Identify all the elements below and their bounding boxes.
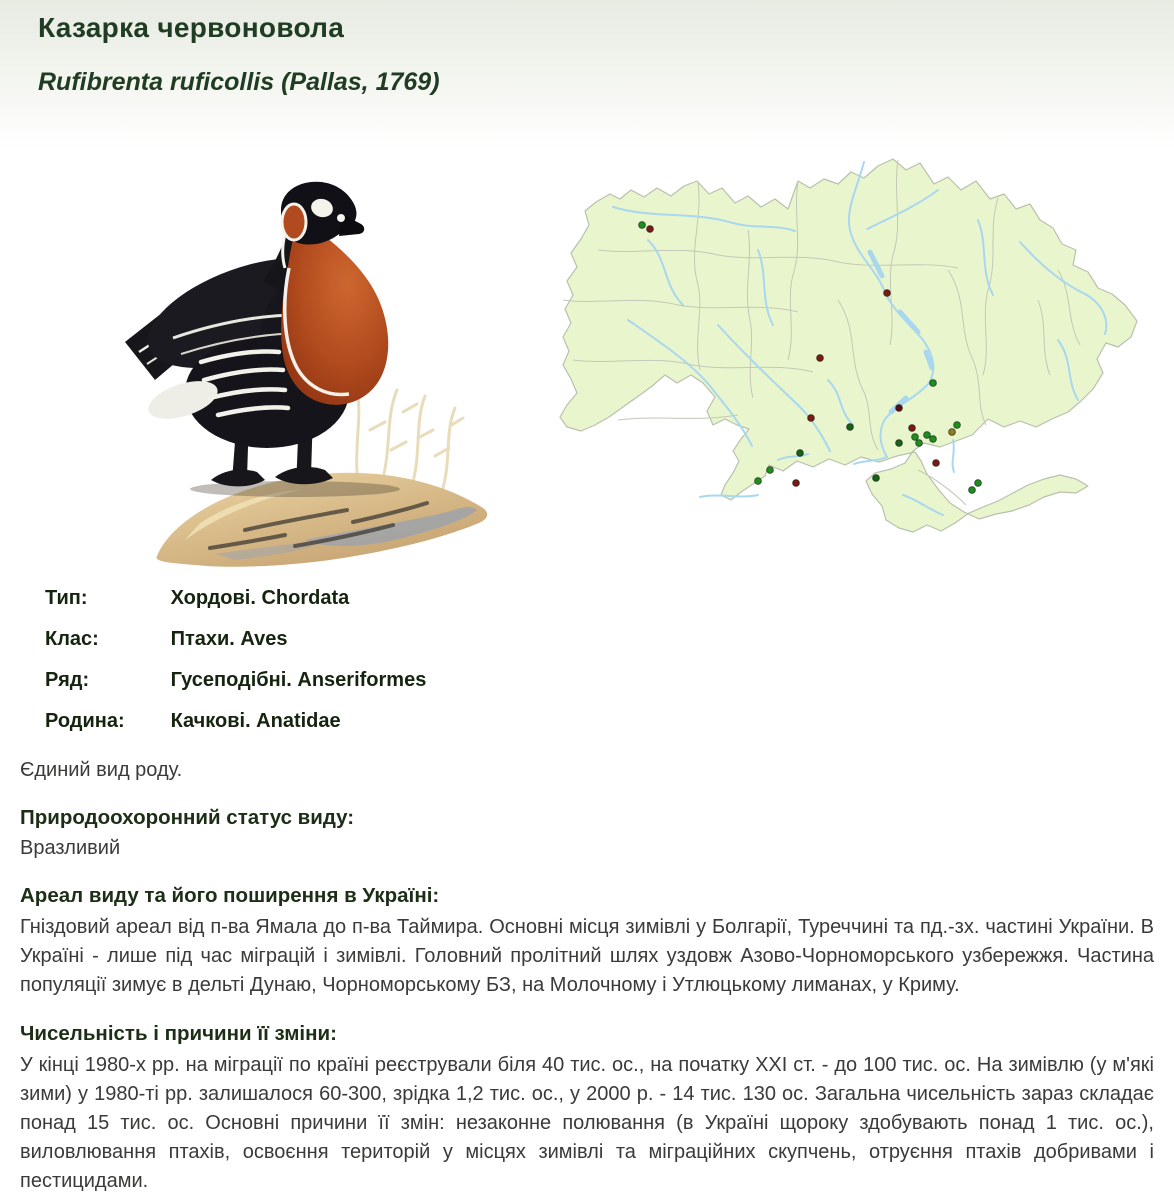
bird-illustration bbox=[95, 150, 525, 570]
taxonomy-value: Хордові. Chordata bbox=[170, 587, 350, 609]
record-dot bbox=[975, 480, 982, 487]
record-dot bbox=[924, 432, 931, 439]
rock bbox=[156, 473, 487, 567]
status-value: Вразливий bbox=[20, 837, 121, 859]
taxonomy-label: Родина: bbox=[45, 710, 125, 732]
record-dot bbox=[647, 226, 654, 233]
taxonomy-value: Качкові. Anatidae bbox=[170, 710, 341, 732]
taxonomy-label: Ряд: bbox=[45, 669, 90, 691]
record-dot bbox=[896, 405, 903, 412]
taxonomy-row-class bbox=[45, 619, 1174, 660]
range-text: Гніздовий ареал від п-ва Ямала до п-ва Таймира. Основні місця зимівлі у Болгарії, Туреччині та пд.-зх. частині України. В Україні - лише під час міграцій і зимівлі. Головний пролітний шлях уздовж Азово-Чорноморського узбережжя. Частина популяції зимує в дельті Дунаю, Чорноморському БЗ, на Молочному і Утлюцькому лиманах, у Криму. bbox=[20, 916, 1154, 996]
taxonomy-value: Гусеподібні. Anseriformes bbox=[170, 669, 427, 691]
goose-breast bbox=[281, 228, 388, 405]
record-dot bbox=[639, 222, 646, 229]
record-dot bbox=[797, 450, 804, 457]
taxonomy-value: Птахи. Aves bbox=[170, 628, 288, 650]
record-dot bbox=[916, 440, 923, 447]
range-heading: Ареал виду та його поширення в Україні: bbox=[20, 884, 440, 907]
range-section bbox=[0, 882, 1174, 1000]
population-section bbox=[0, 1020, 1174, 1196]
taxonomy-label: Клас: bbox=[45, 628, 99, 650]
taxonomy-label: Тип: bbox=[45, 587, 88, 609]
record-dot bbox=[912, 434, 919, 441]
status-heading: Природоохоронний статус виду: bbox=[20, 806, 355, 829]
record-dot bbox=[767, 467, 774, 474]
taxonomy-row-order bbox=[45, 660, 1174, 701]
record-dot bbox=[793, 480, 800, 487]
record-dot bbox=[817, 355, 824, 362]
record-dot bbox=[808, 415, 815, 422]
record-dot bbox=[755, 478, 762, 485]
record-dot bbox=[909, 425, 916, 432]
article-content bbox=[0, 578, 1174, 1196]
record-dot bbox=[884, 290, 891, 297]
record-dot bbox=[954, 422, 961, 429]
record-dot bbox=[896, 440, 903, 447]
record-dot bbox=[930, 380, 937, 387]
status-section bbox=[0, 804, 1174, 862]
record-dot bbox=[930, 436, 937, 443]
latin-name: Rufibrenta ruficollis (Pallas, 1769) bbox=[38, 68, 440, 96]
grass-stems bbox=[357, 390, 463, 488]
record-dot bbox=[949, 429, 956, 436]
population-heading: Чисельність і причини її зміни: bbox=[20, 1022, 337, 1045]
taxonomy-row-family bbox=[45, 701, 1174, 742]
record-dot bbox=[933, 460, 940, 467]
page-title: Казарка червоновола bbox=[38, 12, 345, 43]
record-dot bbox=[873, 475, 880, 482]
record-dot bbox=[969, 487, 976, 494]
species-note: Єдиний вид роду. bbox=[20, 759, 183, 781]
population-text: У кінці 1980-х рр. на міграції по країні реєстрували біля 40 тис. ос., на початку XXI ст. - до 100 тис. ос. На зимівлю (у м'які зими) у 1980-ті рр. залишалося 60-300, зрідка 1,2 тис. ос., у 2000 р. - 14 тис. 130 ос. Загальна чисельність зараз складає понад 15 тис. ос. Основні причини її змін: незаконне полювання (в Україні щороку здобувають понад 1 тис. ос.), виловлювання птахів, освоєння територій у місцях зимівлі та міграційних скупчень, отруєння птахів добривами і пестицидами. bbox=[20, 1054, 1154, 1192]
ukraine-distribution-map bbox=[558, 150, 1158, 550]
taxonomy-row-type bbox=[45, 578, 1174, 619]
taxonomy-table bbox=[45, 578, 1174, 742]
record-dot bbox=[847, 424, 854, 431]
